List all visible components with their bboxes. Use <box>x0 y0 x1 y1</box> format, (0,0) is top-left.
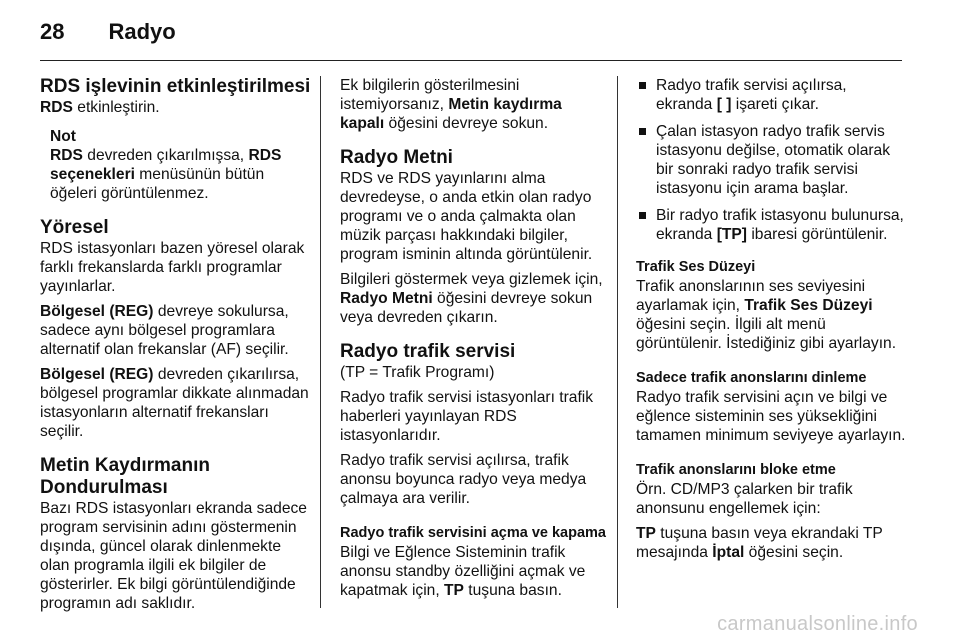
rds-enable-text: RDS etkinleştirin. <box>40 99 160 116</box>
heading-scroll-freeze: Metin Kaydırmanın Dondurulması <box>40 455 210 498</box>
list-item: Radyo trafik servisi açılırsa, ekranda [ ] işareti çıkar. <box>636 76 906 114</box>
note-label: Not <box>50 128 76 145</box>
subheading-traffic-onoff: Radyo trafik servisini açma ve kapama <box>340 525 606 541</box>
watermark: carmanualsonline.info <box>717 613 918 635</box>
regional-paragraph: RDS istasyonları bazen yöresel olarak farklı frekanslarda farklı programlar yayınlarlar. <box>40 240 305 295</box>
header-rule <box>40 60 902 61</box>
column-divider-1 <box>320 76 321 608</box>
column-2 <box>340 76 608 606</box>
heading-rds-activation: RDS işlevinin etkinleştirilmesi <box>40 76 311 97</box>
page-number: 28 <box>40 19 65 44</box>
subheading-only-traffic: Sadece trafik anonslarını dinleme <box>636 370 867 386</box>
heading-radio-text: Radyo Metni <box>340 147 453 168</box>
traffic-onoff-paragraph: Bilgi ve Eğlence Sisteminin trafik anonsu standby özelliğini açmak ve kapatmak için, TP tuşuna basın. <box>340 544 586 599</box>
traffic-paragraph-2: Radyo trafik servisi açılırsa, trafik anonsu boyunca radyo veya medya çalmaya ara verilir. <box>340 452 587 507</box>
column-1 <box>40 76 312 619</box>
scroll-continuation: Ek bilgilerin gösterilmesini istemiyorsanız, Metin kaydırma kapalı öğesini devreye sokun. <box>340 77 562 132</box>
block-traffic-paragraph-2: TP tuşuna basın veya ekrandaki TP mesajında İptal öğesini seçin. <box>636 525 883 561</box>
traffic-volume-paragraph: Trafik anonslarının ses seviyesini ayarlamak için, Trafik Ses Düzeyi öğesini seçin. İlgili alt menü görüntülenir. İstediğiniz gibi ayarlayın. <box>636 278 897 352</box>
radio-text-paragraph: RDS ve RDS yayınlarını alma devredeyse, o anda etkin olan radyo programı ve o anda çalmakta olan müzik parçası hakkındaki bilgiler, program isminin altında görüntülenir. <box>340 170 593 263</box>
regional-on-paragraph: Bölgesel (REG) devreye sokulursa, sadece aynı bölgesel programlara alternatif olan frekanslar (AF) seçilir. <box>40 303 289 358</box>
radio-text-toggle: Bilgileri göstermek veya gizlemek için, Radyo Metni öğesini devreye sokun veya devreden çıkarın. <box>340 271 603 326</box>
list-item: Bir radyo trafik istasyonu bulunursa, ekranda [TP] ibaresi görüntülenir. <box>636 206 906 244</box>
page-header <box>40 14 176 50</box>
column-divider-2 <box>617 76 618 608</box>
list-item: Çalan istasyon radyo trafik servis istasyonu değilse, otomatik olarak bir sonraki radyo trafik servisi istasyonu için arama başlar. <box>636 122 906 198</box>
traffic-bullet-list <box>636 76 906 244</box>
scroll-paragraph: Bazı RDS istasyonları ekranda sadece program servisinin adını göstermenin dışında, güncel olarak dinlenmekte olan programla ilgili ek bilgiler de gösterirler. Ek bilgi görüntülendiğinde programın adı saklıdır. <box>40 500 307 612</box>
only-traffic-paragraph: Radyo trafik servisini açın ve bilgi ve eğlence sisteminin ses yüksekliğini tamamen minimum seviyeye ayarlayın. <box>636 389 906 444</box>
section-title: Radyo <box>108 19 176 44</box>
heading-traffic-service: Radyo trafik servisi <box>340 341 516 362</box>
subheading-block-traffic: Trafik anonslarını bloke etme <box>636 462 836 478</box>
column-3 <box>636 76 906 568</box>
heading-regional: Yöresel <box>40 217 109 238</box>
regional-off-paragraph: Bölgesel (REG) devreden çıkarılırsa, bölgesel programlar dikkate alınmadan istasyonların alternatif frekansları seçilir. <box>40 366 309 440</box>
traffic-paragraph-1: Radyo trafik servisi istasyonları trafik haberleri yayınlayan RDS istasyonlarıdır. <box>340 389 594 444</box>
traffic-abbr: (TP = Trafik Programı) <box>340 364 495 381</box>
subheading-traffic-volume: Trafik Ses Düzeyi <box>636 259 756 275</box>
block-traffic-paragraph: Örn. CD/MP3 çalarken bir trafik anonsunu engellemek için: <box>636 481 853 517</box>
note-box <box>50 127 312 203</box>
note-body: RDS devreden çıkarılmışsa, RDS seçenekleri menüsünün bütün öğeleri görüntülenmez. <box>50 147 282 202</box>
